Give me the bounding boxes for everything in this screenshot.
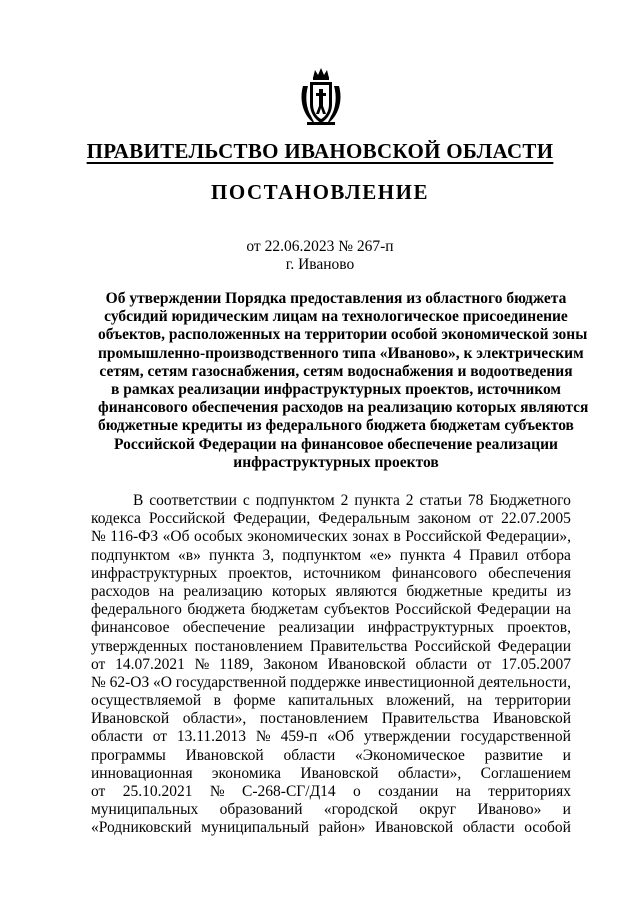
document-city: г. Иваново (285, 256, 355, 273)
body-line: от 25.10.2021 № С-268-СГ/Д14 о создании на территориях (91, 783, 571, 800)
body-line: подпунктом «в» пункта 3, подпунктом «е» пункта 4 Правил отбора (91, 546, 571, 564)
coat-of-arms-icon (297, 66, 345, 128)
title-line: бюджетные кредиты из федерального бюджета бюджетам субъектов (98, 417, 574, 435)
body-line: программы Ивановской области «Экономическое развитие и (91, 746, 571, 764)
title-line: Об утверждении Порядка предоставления из областного бюджета (105, 290, 567, 307)
body-line: области от 13.11.2013 № 459-п «Об утверждении государственной (91, 728, 571, 746)
title-line: субсидий юридическим лицам на технологическое присоединение (104, 308, 568, 326)
body-line: «Родниковский муниципальный район» Ивановской области особой (91, 819, 571, 837)
body-line: инновационная экономика Ивановской области», Соглашением (91, 764, 571, 782)
document-type-heading: ПОСТАНОВЛЕНИЕ (211, 180, 429, 204)
document-title (98, 290, 589, 472)
body-line: Ивановской области», постановлением Правительства Ивановской (91, 710, 571, 728)
title-line: инфраструктурных проектов (233, 453, 439, 471)
body-line: утвержденных постановлением Правительства Российской Федерации (91, 637, 571, 655)
title-line: финансового обеспечения расходов на реализацию которых являются (98, 399, 589, 417)
title-line: сетям, сетям газоснабжения, сетям водоснабжения и водоотведения (99, 362, 573, 380)
body-line: № 62-ОЗ «О государственной поддержке инвестиционной деятельности, (91, 673, 571, 691)
body-line: осуществляемой в форме капитальных вложений, на территории (91, 692, 571, 710)
title-line: в рамках реализации инфраструктурных проектов, источником (111, 381, 561, 399)
document-body (91, 492, 571, 838)
document-date-number: от 22.06.2023 № 267-п (246, 238, 394, 255)
body-line: муниципальных образований «городской округ Иваново» и (91, 801, 571, 819)
body-line: расходов на реализацию которых являются бюджетные кредиты из (91, 582, 571, 600)
body-line: от 14.07.2021 № 1189, Законом Ивановской области от 17.05.2007 (91, 655, 571, 673)
body-line: кодекса Российской Федерации, Федеральным законом от 22.07.2005 (91, 510, 571, 528)
organization-name: ПРАВИТЕЛЬСТВО ИВАНОВСКОЙ ОБЛАСТИ (86, 139, 554, 163)
body-line: инфраструктурных проектов, источником финансового обеспечения (91, 564, 571, 582)
title-line: промышленно-производственного типа «Иваново», к электрическим (98, 344, 584, 362)
organization-heading (0, 139, 640, 164)
body-line: № 116-ФЗ «Об особых экономических зонах в Российской Федерации», (91, 528, 571, 546)
body-line: В соответствии с подпунктом 2 пункта 2 статьи 78 Бюджетного (133, 492, 571, 509)
title-line: Российской Федерации на финансовое обеспечение реализации (114, 435, 558, 453)
body-line: финансовое обеспечение реализации инфраструктурных проектов, (91, 619, 571, 637)
body-line: федерального бюджета бюджетам субъектов Российской Федерации на (91, 601, 571, 619)
title-line: объектов, расположенных на территории особой экономической зоны (98, 326, 588, 344)
